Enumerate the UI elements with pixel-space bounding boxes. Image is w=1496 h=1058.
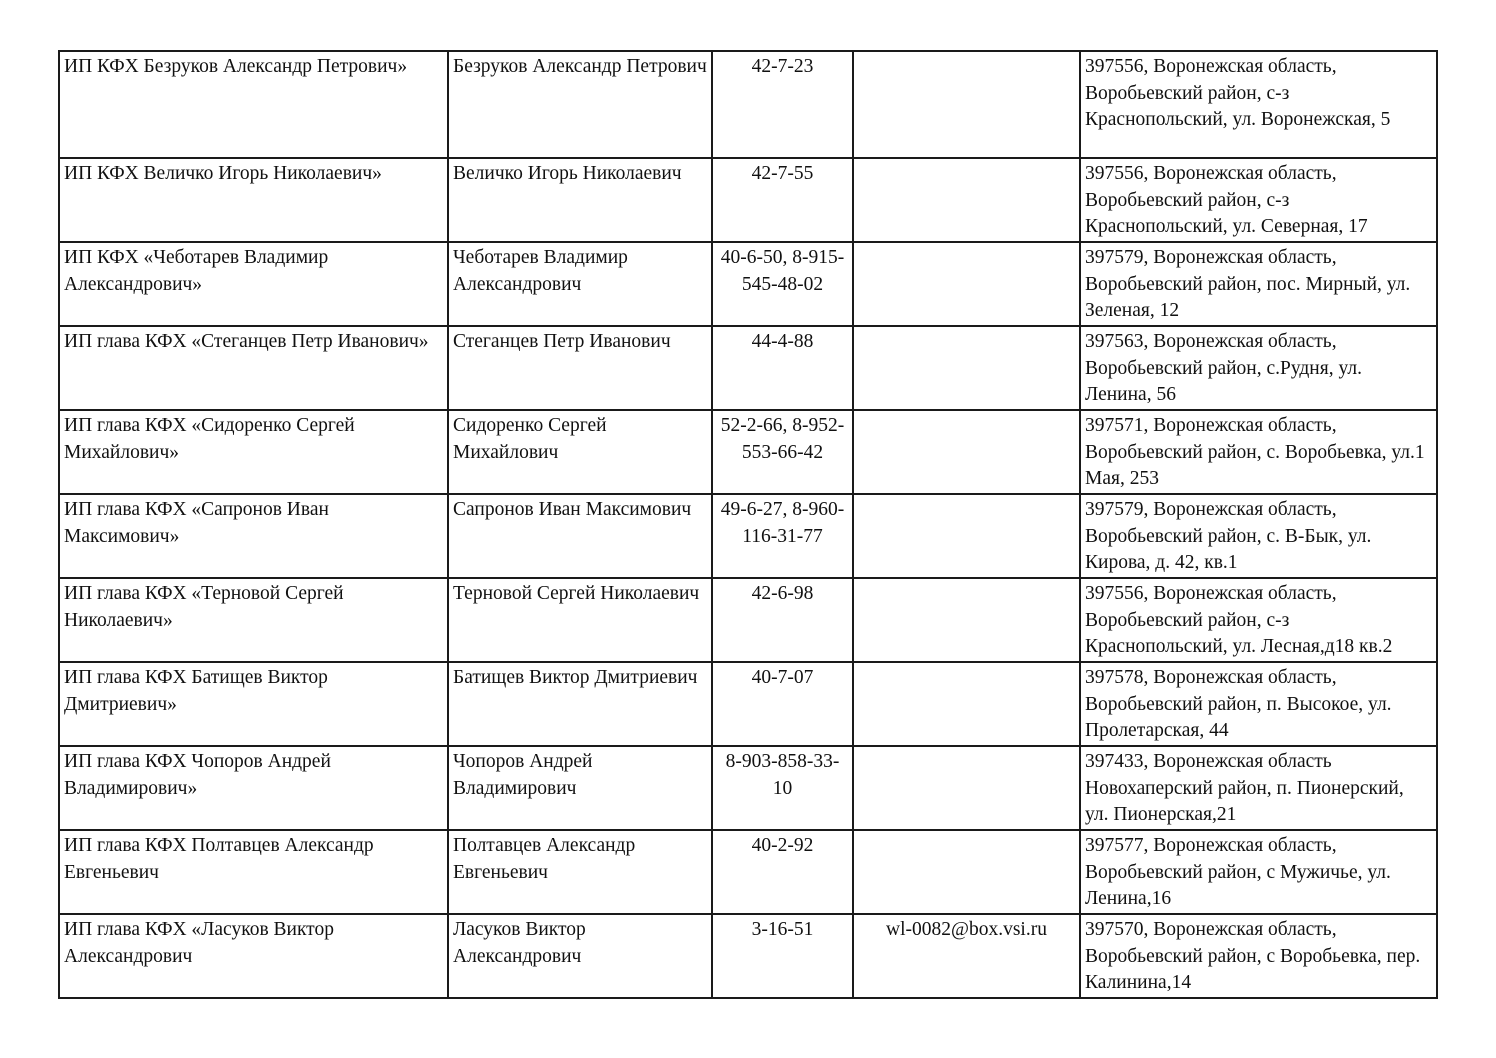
phone-cell: 44-4-88: [712, 326, 853, 410]
phone-cell: 42-7-55: [712, 158, 853, 242]
table-row: [59, 51, 1437, 158]
head-cell: Чеботарев Владимир Александрович: [448, 242, 712, 326]
head-cell: Величко Игорь Николаевич: [448, 158, 712, 242]
organization-cell: ИП КФХ Величко Игорь Николаевич»: [59, 158, 448, 242]
head-cell: Батищев Виктор Дмитриевич: [448, 662, 712, 746]
head-cell: Терновой Сергей Николаевич: [448, 578, 712, 662]
email-cell: [853, 410, 1080, 494]
table-row: [59, 578, 1437, 662]
table-row: [59, 746, 1437, 830]
email-cell: [853, 494, 1080, 578]
phone-cell: 40-2-92: [712, 830, 853, 914]
organization-cell: ИП глава КФХ «Сапронов Иван Максимович»: [59, 494, 448, 578]
email-cell: [853, 746, 1080, 830]
address-cell: 397556, Воронежская область, Воробьевский район, с-з Краснопольский, ул. Лесная,д18 кв.2: [1080, 578, 1437, 662]
address-cell: 397556, Воронежская область, Воробьевский район, с-з Краснопольский, ул. Воронежская, 5: [1080, 51, 1437, 158]
organization-cell: ИП глава КФХ «Терновой Сергей Николаевич»: [59, 578, 448, 662]
table-row: [59, 914, 1437, 998]
head-cell: Стеганцев Петр Иванович: [448, 326, 712, 410]
table-row: [59, 662, 1437, 746]
head-cell: Полтавцев Александр Евгеньевич: [448, 830, 712, 914]
phone-cell: 42-7-23: [712, 51, 853, 158]
phone-cell: 49-6-27, 8-960-116-31-77: [712, 494, 853, 578]
organization-cell: ИП глава КФХ Полтавцев Александр Евгеньевич: [59, 830, 448, 914]
table-row: [59, 494, 1437, 578]
organization-cell: ИП КФХ «Чеботарев Владимир Александрович»: [59, 242, 448, 326]
address-cell: 397570, Воронежская область, Воробьевский район, с Воробьевка, пер. Калинина,14: [1080, 914, 1437, 998]
email-cell: wl-0082@box.vsi.ru: [853, 914, 1080, 998]
table-row: [59, 242, 1437, 326]
organization-cell: ИП глава КФХ «Сидоренко Сергей Михайлович»: [59, 410, 448, 494]
email-cell: [853, 830, 1080, 914]
phone-cell: 40-6-50, 8-915-545-48-02: [712, 242, 853, 326]
table-row: [59, 830, 1437, 914]
address-cell: 397579, Воронежская область, Воробьевский район, с. В-Бык, ул. Кирова, д. 42, кв.1: [1080, 494, 1437, 578]
table-row: [59, 410, 1437, 494]
email-cell: [853, 662, 1080, 746]
address-cell: 397433, Воронежская область Новохаперский район, п. Пионерский, ул. Пионерская,21: [1080, 746, 1437, 830]
email-cell: [853, 51, 1080, 158]
address-cell: 397563, Воронежская область, Воробьевский район, с.Рудня, ул. Ленина, 56: [1080, 326, 1437, 410]
organization-cell: ИП глава КФХ Чопоров Андрей Владимирович»: [59, 746, 448, 830]
phone-cell: 3-16-51: [712, 914, 853, 998]
email-cell: [853, 326, 1080, 410]
head-cell: Чопоров Андрей Владимирович: [448, 746, 712, 830]
phone-cell: 8-903-858-33-10: [712, 746, 853, 830]
organization-cell: ИП КФХ Безруков Александр Петрович»: [59, 51, 448, 158]
phone-cell: 42-6-98: [712, 578, 853, 662]
address-cell: 397578, Воронежская область, Воробьевский район, п. Высокое, ул. Пролетарская, 44: [1080, 662, 1437, 746]
email-cell: [853, 578, 1080, 662]
organization-cell: ИП глава КФХ «Ласуков Виктор Александрович: [59, 914, 448, 998]
farm-registry-table: [58, 50, 1438, 999]
phone-cell: 52-2-66, 8-952-553-66-42: [712, 410, 853, 494]
table-row: [59, 326, 1437, 410]
organization-cell: ИП глава КФХ Батищев Виктор Дмитриевич»: [59, 662, 448, 746]
head-cell: Сапронов Иван Максимович: [448, 494, 712, 578]
phone-cell: 40-7-07: [712, 662, 853, 746]
address-cell: 397579, Воронежская область, Воробьевский район, пос. Мирный, ул. Зеленая, 12: [1080, 242, 1437, 326]
email-cell: [853, 242, 1080, 326]
head-cell: Сидоренко Сергей Михайлович: [448, 410, 712, 494]
email-cell: [853, 158, 1080, 242]
head-cell: Безруков Александр Петрович: [448, 51, 712, 158]
address-cell: 397577, Воронежская область, Воробьевский район, с Мужичье, ул. Ленина,16: [1080, 830, 1437, 914]
address-cell: 397571, Воронежская область, Воробьевский район, с. Воробьевка, ул.1 Мая, 253: [1080, 410, 1437, 494]
organization-cell: ИП глава КФХ «Стеганцев Петр Иванович»: [59, 326, 448, 410]
table-row: [59, 158, 1437, 242]
address-cell: 397556, Воронежская область, Воробьевский район, с-з Краснопольский, ул. Северная, 17: [1080, 158, 1437, 242]
head-cell: Ласуков Виктор Александрович: [448, 914, 712, 998]
